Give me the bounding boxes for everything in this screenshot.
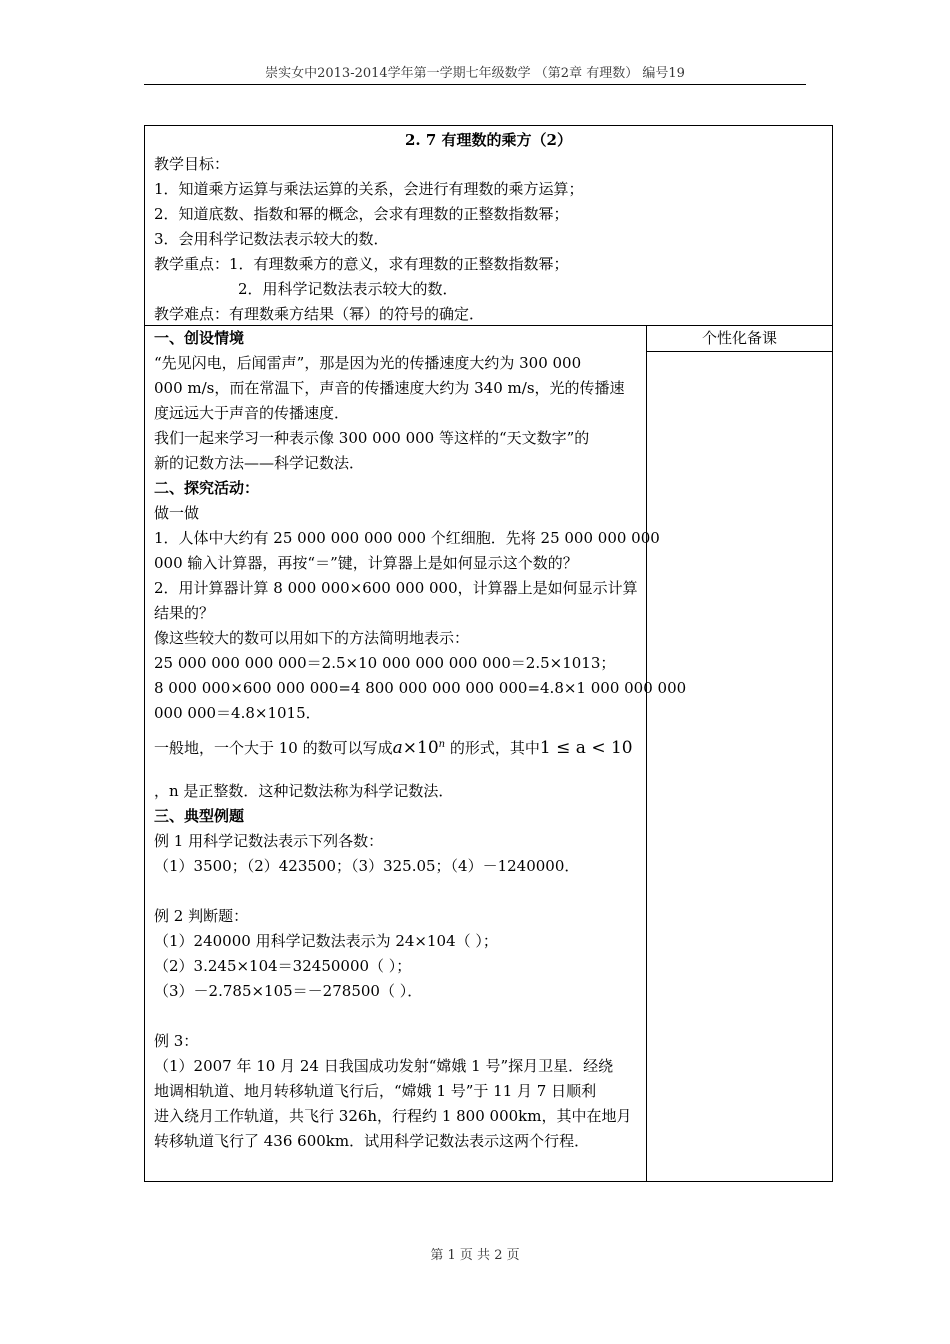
section-heading: 三、典型例题 — [154, 807, 245, 825]
paragraph-line: 000 000＝4.8×1015． — [154, 704, 321, 722]
example-title: 例 3： — [154, 1032, 199, 1050]
paragraph-line: 000 输入计算器，再按“＝”键，计算器上是如何显示这个数的？ — [154, 554, 578, 572]
inequality-formula: 1 ≤ a < 10 — [539, 738, 633, 758]
paragraph-line: 000 m/s，而在常温下，声音的传播速度大约为 340 m/s，光的传播速 — [154, 379, 625, 397]
formula-exponent: n — [438, 739, 446, 750]
paragraph-line: 做一做 — [154, 504, 200, 522]
example-items: （1）3500；（2）423500；（3）325.05；（4）－1240000． — [154, 857, 580, 875]
paragraph-line: （1）2007 年 10 月 24 日我国成功发射“嫦娥 1 号”探月卫星．经绕 — [154, 1057, 614, 1075]
paragraph-line: 新的记数方法——科学记数法． — [154, 454, 365, 472]
definition-line — [154, 730, 644, 763]
paragraph-line: 进入绕月工作轨道，共飞行 326h，行程约 1 800 000km，其中在地月 — [154, 1107, 632, 1125]
paragraph-line: 转移轨道飞行了 436 600km．试用科学记数法表示这两个行程． — [154, 1132, 590, 1150]
key-point-line: 教学重点：1．有理数乘方的意义，求有理数的正整数指数幂； — [154, 255, 569, 273]
lesson-title: 2. 7 有理数的乘方（2） — [405, 131, 572, 149]
lesson-table — [144, 125, 833, 1182]
page-footer: 第 1 页 共 2 页 — [430, 1248, 520, 1263]
objectives-label: 教学目标： — [154, 155, 230, 173]
section-heading: 二、探究活动： — [154, 479, 260, 497]
key-point-line: 2．用科学记数法表示较大的数． — [238, 280, 458, 298]
section-heading: 一、创设情境 — [154, 329, 245, 347]
paragraph-line: 地调相轨道、地月转移轨道飞行后，“嫦娥 1 号”于 11 月 7 日顺利 — [154, 1082, 597, 1100]
page-header: 崇实女中2013-2014学年第一学期七年级数学 （第2章 有理数） 编号19 — [265, 66, 685, 81]
objective-item: 2．知道底数、指数和幂的概念，会求有理数的正整数指数幂； — [154, 205, 569, 223]
difficulty-line: 教学难点：有理数乘方结果（幂）的符号的确定． — [154, 305, 485, 323]
main-content — [154, 326, 687, 1154]
paragraph-line: 1．人体中大约有 25 000 000 000 000 个红细胞．先将 25 000 000 000 — [154, 529, 660, 547]
example-item: （3）－2.785×105＝－278500（ ）． — [154, 982, 423, 1000]
example-title: 例 1 用科学记数法表示下列各数： — [154, 832, 384, 850]
definition-prefix: 一般地，一个大于 10 的数可以写成 — [154, 739, 393, 757]
example-title: 例 2 判断题： — [154, 907, 249, 925]
paragraph-line: “先见闪电，后闻雷声”，那是因为光的传播速度大约为 300 000 — [154, 354, 582, 372]
formula-a: a — [392, 738, 403, 758]
header-rule — [144, 84, 806, 85]
objectives-section — [145, 126, 832, 326]
definition-mid: 的形式，其中 — [449, 739, 540, 757]
example-item: （2）3.245×104＝32450000（ ）； — [154, 957, 412, 975]
paragraph-line: 结果的？ — [154, 604, 215, 622]
paragraph-line: 25 000 000 000 000＝2.5×10 000 000 000 000＝2.5×1013； — [154, 654, 616, 672]
objective-item: 3．会用科学记数法表示较大的数． — [154, 230, 389, 248]
example-item: （1）240000 用科学记数法表示为 24×104（ ）； — [154, 932, 498, 950]
paragraph-line: 8 000 000×600 000 000=4 800 000 000 000 000=4.8×1 000 000 000 — [154, 679, 687, 697]
objectives-block — [154, 152, 824, 327]
paragraph-line: 度远远大于声音的传播速度． — [154, 404, 350, 422]
personal-notes-title: 个性化备课 — [647, 326, 832, 352]
paragraph-line: ，n 是正整数．这种记数法称为科学记数法． — [154, 782, 454, 800]
personal-notes-column — [647, 326, 832, 1181]
paragraph-line: 2．用计算器计算 8 000 000×600 000 000，计算器上是如何显示计算 — [154, 579, 638, 597]
objective-item: 1．知道乘方运算与乘法运算的关系，会进行有理数的乘方运算； — [154, 180, 584, 198]
main-content-column — [145, 326, 687, 1181]
paragraph-line: 我们一起来学习一种表示像 300 000 000 等这样的“天文数字”的 — [154, 429, 590, 447]
paragraph-line: 像这些较大的数可以用如下的方法简明地表示： — [154, 629, 470, 647]
formula-times-ten: ×10 — [402, 738, 439, 758]
